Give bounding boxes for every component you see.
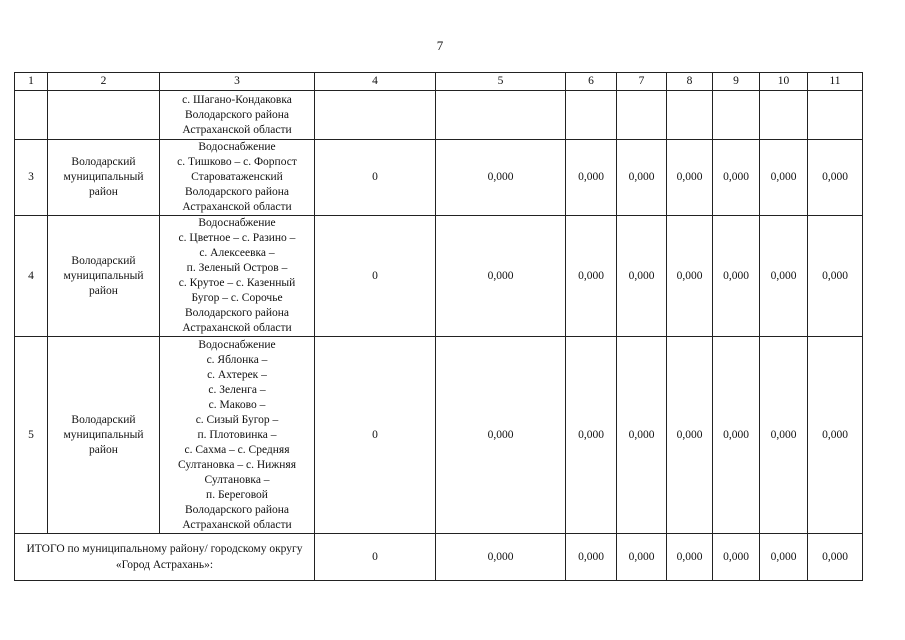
value-cell (617, 91, 667, 140)
value-cell: 0,000 (760, 216, 808, 337)
table-row (15, 140, 863, 216)
value-cell: 0,000 (713, 337, 760, 534)
value-cell: 0,000 (617, 216, 667, 337)
total-value-cell: 0 (315, 534, 436, 581)
district-cell: Володарский муниципальный район (48, 216, 160, 337)
table-row (15, 216, 863, 337)
row-number (15, 91, 48, 140)
column-header: 9 (713, 73, 760, 91)
value-cell: 0 (315, 216, 436, 337)
value-cell (760, 91, 808, 140)
column-header: 4 (315, 73, 436, 91)
table-header-row (15, 73, 863, 91)
value-cell: 0,000 (808, 140, 863, 216)
data-table (14, 72, 863, 581)
row-number: 5 (15, 337, 48, 534)
total-row (15, 534, 863, 581)
total-value-cell: 0,000 (667, 534, 713, 581)
table-row (15, 337, 863, 534)
object-cell (160, 337, 315, 534)
value-cell (713, 91, 760, 140)
total-value-cell: 0,000 (436, 534, 566, 581)
value-cell: 0,000 (760, 337, 808, 534)
value-cell: 0,000 (566, 140, 617, 216)
object-cell (160, 216, 315, 337)
column-header: 3 (160, 73, 315, 91)
value-cell: 0,000 (713, 140, 760, 216)
value-cell (566, 91, 617, 140)
district-cell: Володарский муниципальный район (48, 140, 160, 216)
value-cell: 0,000 (566, 337, 617, 534)
value-cell (315, 91, 436, 140)
value-cell: 0,000 (617, 337, 667, 534)
page-number: 7 (436, 38, 444, 53)
value-cell: 0,000 (667, 140, 713, 216)
value-cell: 0,000 (617, 140, 667, 216)
value-cell: 0,000 (667, 216, 713, 337)
total-value-cell: 0,000 (808, 534, 863, 581)
value-cell: 0 (315, 140, 436, 216)
table-row (15, 91, 863, 140)
column-header: 10 (760, 73, 808, 91)
value-cell: 0,000 (436, 337, 566, 534)
value-cell (436, 91, 566, 140)
value-cell (667, 91, 713, 140)
object-address: Водоснабжение с. Тишково – с. Форпост Староватаженский Володарского района Астраханской области (177, 141, 297, 213)
row-number: 3 (15, 140, 48, 216)
district-cell: Володарский муниципальный район (48, 337, 160, 534)
value-cell: 0,000 (808, 337, 863, 534)
object-cell (160, 140, 315, 216)
total-label: ИТОГО по муниципальному району/ городскому округу «Город Астрахань»: (15, 534, 315, 581)
column-header: 1 (15, 73, 48, 91)
object-address: Водоснабжение с. Яблонка – с. Ахтерек – с. Зеленга – с. Маково – с. Сизый Бугор – п. Плотовинка – с. Сахма – с. Средняя Султановка – с. Нижняя Султановка – п. Береговой Володарского района Астраханской области (178, 338, 296, 531)
column-header: 2 (48, 73, 160, 91)
value-cell: 0,000 (566, 216, 617, 337)
row-number: 4 (15, 216, 48, 337)
column-header: 11 (808, 73, 863, 91)
column-header: 5 (436, 73, 566, 91)
district-cell (48, 91, 160, 140)
total-value-cell: 0,000 (617, 534, 667, 581)
total-value-cell: 0,000 (566, 534, 617, 581)
total-value-cell: 0,000 (713, 534, 760, 581)
value-cell: 0,000 (713, 216, 760, 337)
value-cell (808, 91, 863, 140)
column-header: 8 (667, 73, 713, 91)
value-cell: 0,000 (760, 140, 808, 216)
total-value-cell: 0,000 (760, 534, 808, 581)
value-cell: 0,000 (667, 337, 713, 534)
object-address: Водоснабжение с. Цветное – с. Разино – с. Алексеевка – п. Зеленый Остров – с. Крутое – с. Казенный Бугор – с. Сорочье Володарского района Астраханской области (178, 217, 296, 334)
value-cell: 0,000 (436, 216, 566, 337)
column-header: 7 (617, 73, 667, 91)
column-header: 6 (566, 73, 617, 91)
value-cell: 0,000 (808, 216, 863, 337)
value-cell: 0 (315, 337, 436, 534)
value-cell: 0,000 (436, 140, 566, 216)
object-address: с. Шагано-Кондаковка Володарского района Астраханской области (182, 93, 292, 136)
object-cell (160, 91, 315, 140)
